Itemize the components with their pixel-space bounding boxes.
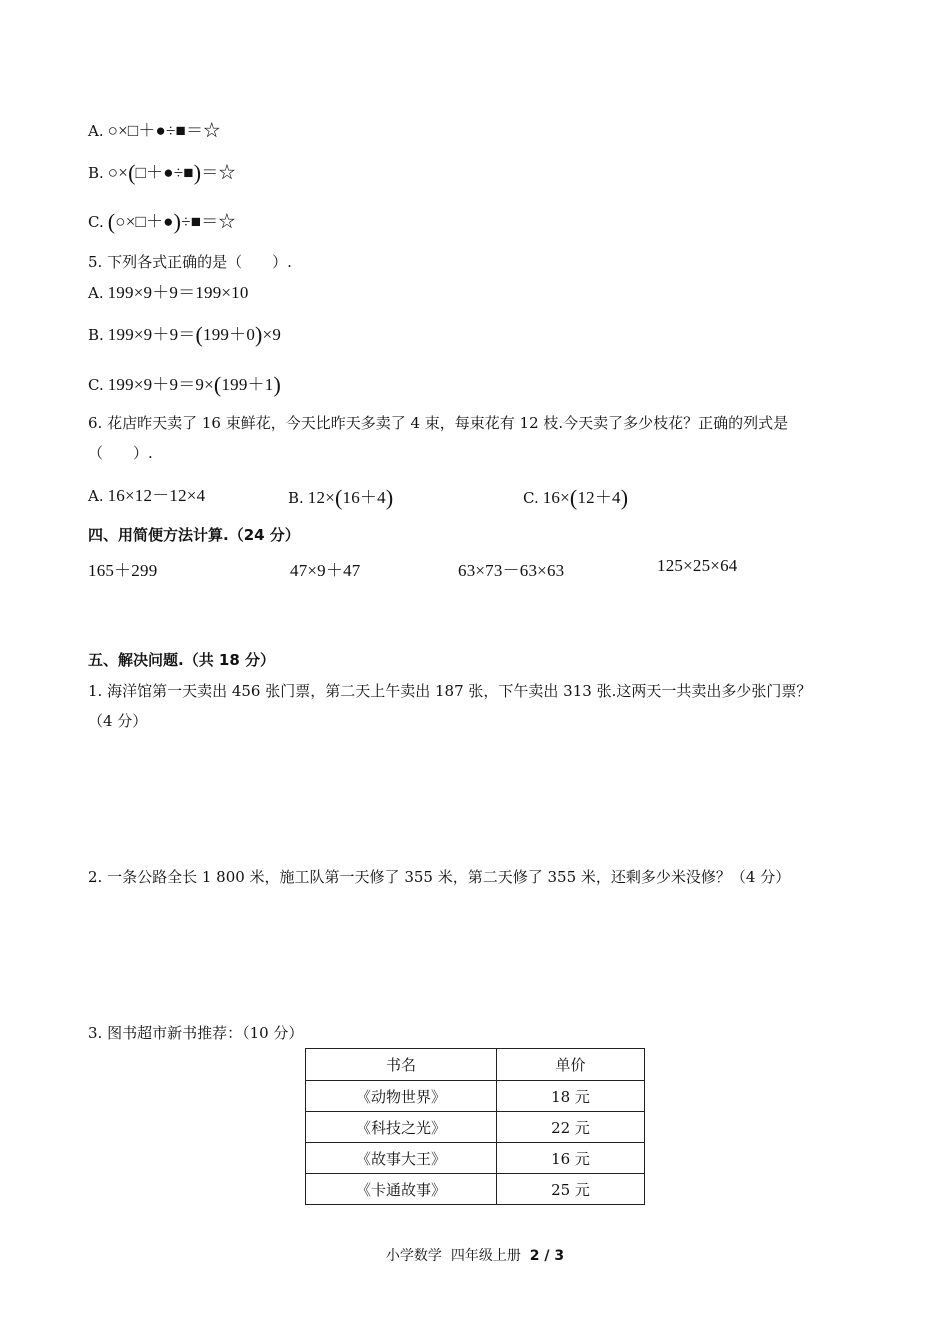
q5-option-a [88, 283, 249, 303]
left-paren: ( [334, 485, 343, 510]
problem1-line1: 1. 海洋馆第一天卖出 456 张门票，第二天上午卖出 187 张，下午卖出 313 张.这两天一共卖出多少张门票？ [88, 682, 812, 700]
table-row [306, 1081, 645, 1112]
option-expression: ○×□＋●÷■＝☆ [107, 121, 221, 140]
option-label: C. [523, 489, 539, 507]
book-name-cell: 《动物世界》 [306, 1081, 497, 1112]
right-paren: ) [255, 322, 263, 347]
option-expression-inner: 199＋1 [221, 375, 274, 394]
problem2: 2. 一条公路全长 1 800 米，施工队第一天修了 355 米，第二天修了 355 米，还剩多少米没修？（4 分） [88, 868, 791, 886]
q6-option-c [523, 486, 628, 508]
option-label: B. [88, 326, 104, 344]
q4-option-c [88, 210, 236, 232]
right-paren: ) [193, 160, 202, 185]
option-expression-inner: 199＋0 [203, 325, 256, 344]
option-expression: 16×12－12×4 [107, 486, 206, 505]
calc-expression-1: 165＋299 [88, 561, 158, 580]
option-label: B. [288, 489, 304, 507]
q4-option-b [88, 161, 236, 183]
table-row [306, 1174, 645, 1205]
q5-option-c [88, 373, 281, 395]
book-name-cell: 《科技之光》 [306, 1112, 497, 1143]
option-expression-pre: 16× [542, 488, 570, 507]
section5-title: 五、解决问题.（共 18 分） [88, 651, 276, 669]
option-label: B. [88, 164, 104, 182]
right-paren: ) [385, 485, 394, 510]
calc-expression-2: 47×9＋47 [290, 561, 361, 580]
section4-title: 四、用简便方法计算.（24 分） [88, 526, 300, 544]
option-label: A. [88, 122, 104, 140]
book-name-cell: 《卡通故事》 [306, 1174, 497, 1205]
option-label: C. [88, 213, 104, 231]
header-unit-price: 单价 [497, 1049, 645, 1081]
left-paren: ( [107, 209, 116, 234]
q6-stem-line1: 6. 花店昨天卖了 16 束鲜花，今天比昨天多卖了 4 束，每束花有 12 枝.今天卖了多少枝花？正确的列式是 [88, 414, 789, 432]
price-cell: 16 元 [497, 1143, 645, 1174]
table-row [306, 1112, 645, 1143]
option-expression-inner: □＋●÷■ [135, 163, 194, 182]
footer-text: 小学数学 四年级上册 [385, 1248, 530, 1264]
option-expression: 199×9＋9＝199×10 [107, 283, 249, 302]
option-expression-pre: 199×9＋9＝9× [107, 375, 214, 394]
option-expression-pre: 12× [307, 488, 335, 507]
price-cell: 22 元 [497, 1112, 645, 1143]
book-price-table [305, 1048, 645, 1205]
q5-stem: 5. 下列各式正确的是（ ）. [88, 253, 292, 271]
page-footer [0, 1245, 950, 1265]
price-cell: 18 元 [497, 1081, 645, 1112]
page-number: 2 / 3 [529, 1248, 565, 1264]
option-expression-post: ÷■＝☆ [181, 212, 236, 231]
problem3: 3. 图书超市新书推荐：（10 分） [88, 1024, 304, 1042]
left-paren: ( [195, 322, 204, 347]
option-label: A. [88, 284, 104, 302]
left-paren: ( [213, 372, 222, 397]
q6-stem-line2: （ ）. [88, 444, 153, 462]
calc-expression-3: 63×73－63×63 [458, 561, 565, 580]
option-expression-inner: 12＋4 [577, 488, 621, 507]
left-paren: ( [128, 160, 136, 185]
q4-option-a [88, 121, 220, 141]
option-expression-inner: 16＋4 [342, 488, 386, 507]
option-expression-pre: 199×9＋9＝ [107, 325, 196, 344]
q5-option-b [88, 323, 281, 345]
option-label: A. [88, 487, 104, 505]
option-expression-pre: ○× [107, 163, 129, 182]
problem1-line2: （4 分） [88, 712, 148, 730]
table-header-row [306, 1049, 645, 1081]
left-paren: ( [569, 485, 578, 510]
option-label: C. [88, 376, 104, 394]
q6-option-a [88, 486, 205, 506]
right-paren: ) [173, 209, 182, 234]
table-row [306, 1143, 645, 1174]
right-paren: ) [620, 485, 629, 510]
option-expression-post: ×9 [262, 325, 282, 344]
right-paren: ) [273, 372, 281, 397]
book-name-cell: 《故事大王》 [306, 1143, 497, 1174]
price-cell: 25 元 [497, 1174, 645, 1205]
q6-option-b [288, 486, 393, 508]
option-expression-post: ＝☆ [201, 163, 236, 182]
calc-expression-4: 125×25×64 [657, 556, 738, 575]
option-expression-inner: ○×□＋● [115, 212, 174, 231]
header-book-name: 书名 [306, 1049, 497, 1081]
